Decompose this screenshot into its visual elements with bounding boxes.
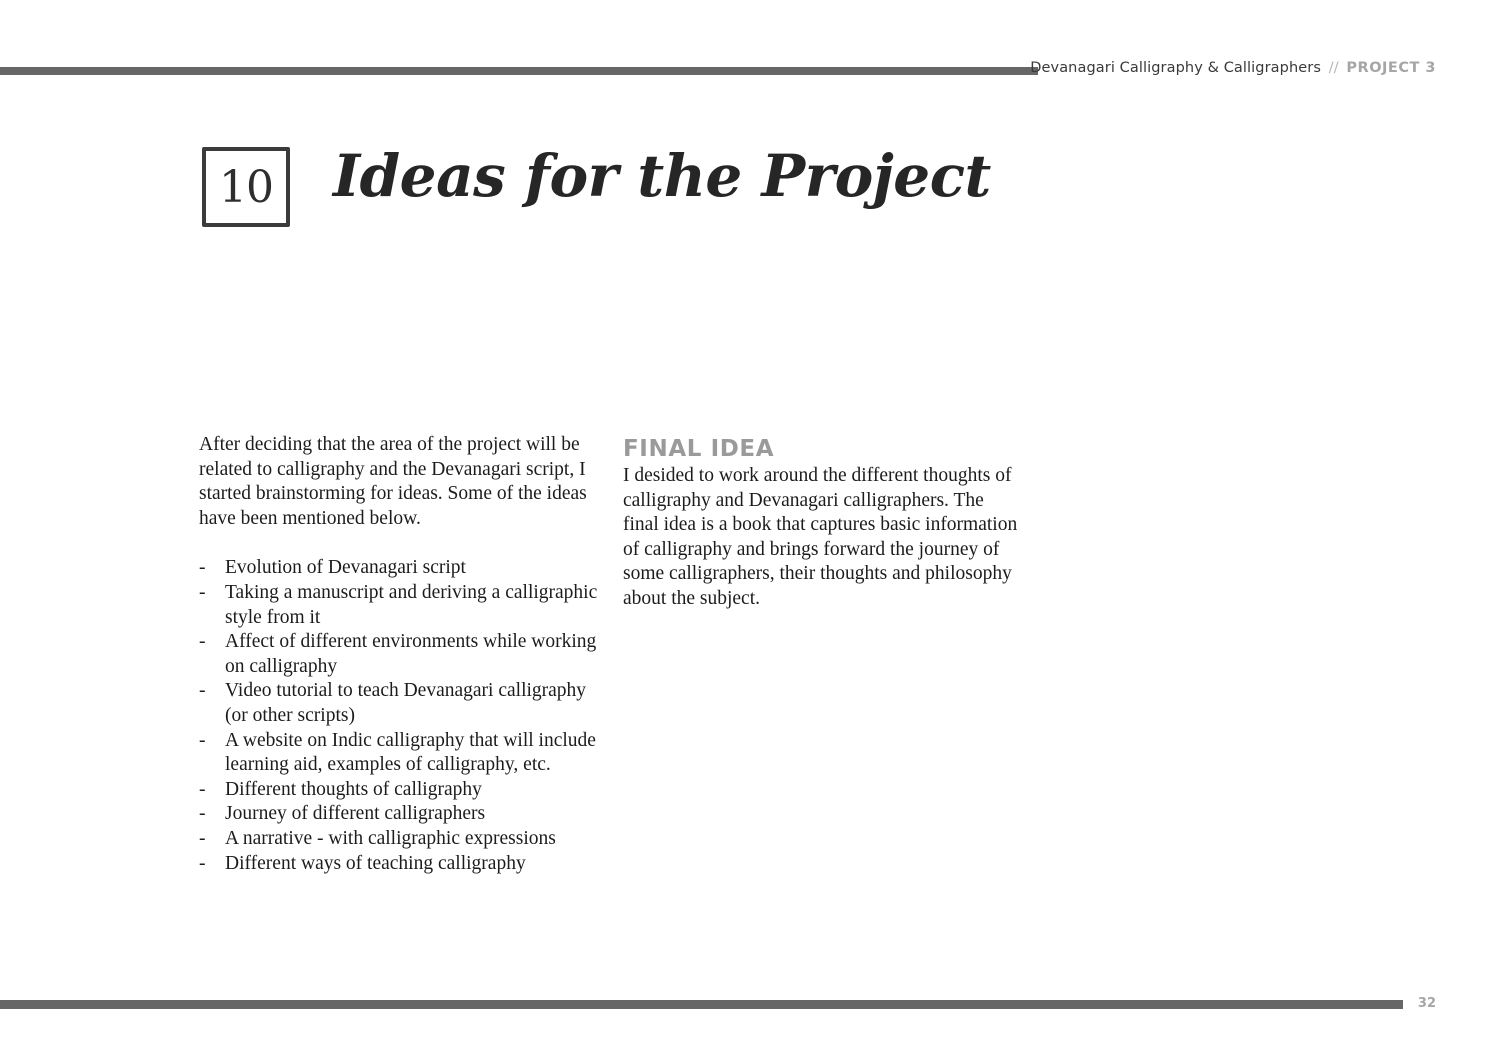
list-marker: - xyxy=(199,729,206,751)
list-marker: - xyxy=(199,680,206,702)
list-item xyxy=(199,679,599,728)
section-number-box: 10 xyxy=(202,147,290,227)
header-rule xyxy=(0,67,1038,75)
list-item xyxy=(199,630,599,679)
project-label: PROJECT 3 xyxy=(1346,60,1436,76)
list-item-text: Video tutorial to teach Devanagari calligraphy (or other scripts) xyxy=(225,680,587,726)
list-marker: - xyxy=(199,557,206,579)
section-title: Ideas for the Project xyxy=(333,142,991,210)
page-number: 32 xyxy=(1417,996,1436,1011)
list-marker: - xyxy=(199,803,206,825)
list-marker: - xyxy=(199,827,206,849)
list-marker: - xyxy=(199,631,206,653)
list-item xyxy=(199,778,599,803)
final-idea-heading: FINAL IDEA xyxy=(623,436,775,462)
list-item-text: Taking a manuscript and deriving a calligraphic style from it xyxy=(225,581,598,628)
list-item-text: A website on Indic calligraphy that will include learning aid, examples of calligraphy, etc. xyxy=(225,729,596,776)
list-item-text: Different ways of teaching calligraphy xyxy=(225,852,526,874)
list-item xyxy=(199,581,599,630)
intro-paragraph: After deciding that the area of the project will be related to calligraphy and the Devanagari script, I started brainstorming for ideas. Some of the ideas have been mentioned below. xyxy=(199,434,587,529)
list-marker: - xyxy=(199,778,206,800)
list-item xyxy=(199,556,599,581)
list-marker: - xyxy=(199,852,206,874)
running-header xyxy=(1030,60,1436,76)
final-idea-body: I desided to work around the different thoughts of calligraphy and Devanagari calligraphers. The final idea is a book that captures basic information of calligraphy and brings forward the journey of some calligraphers, their thoughts and philosophy about the subject. xyxy=(623,465,1018,609)
list-item xyxy=(199,827,599,852)
book-title: Devanagari Calligraphy & Calligraphers xyxy=(1030,60,1321,76)
list-item xyxy=(199,852,599,877)
list-item xyxy=(199,729,599,778)
list-marker: - xyxy=(199,581,206,603)
list-item-text: Evolution of Devanagari script xyxy=(225,557,466,579)
ideas-column xyxy=(199,433,599,876)
list-item-text: Different thoughts of calligraphy xyxy=(225,778,482,800)
final-idea-column xyxy=(623,436,1023,612)
list-item-text: Journey of different calligraphers xyxy=(225,803,486,825)
list-item xyxy=(199,802,599,827)
footer-rule xyxy=(0,1000,1403,1009)
list-item-text: Affect of different environments while working on calligraphy xyxy=(225,631,597,677)
list-item-text: A narrative - with calligraphic expressions xyxy=(225,827,556,849)
ideas-list xyxy=(199,556,599,876)
header-separator: // xyxy=(1328,60,1339,76)
